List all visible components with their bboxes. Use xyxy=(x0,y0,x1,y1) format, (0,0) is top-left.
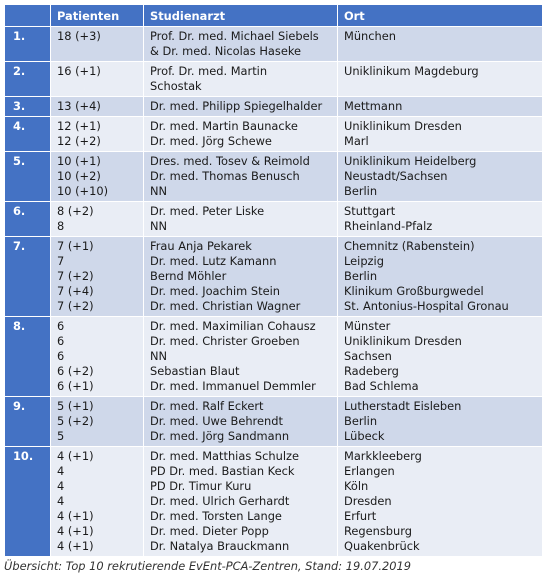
location-name: Erlangen xyxy=(344,464,395,478)
location-name: Dresden xyxy=(344,494,392,508)
rank-cell: 7. xyxy=(5,237,51,317)
doctor-name: Dr. med. Maximilian Cohausz xyxy=(150,319,316,333)
doctor-name: Dr. med. Joachim Stein xyxy=(150,284,280,298)
patient-count: 4 xyxy=(57,464,65,478)
location-name: Quakenbrück xyxy=(344,539,420,553)
location-name: Rheinland-Pfalz xyxy=(344,219,433,233)
patients-cell xyxy=(51,237,144,317)
doctor-name: Sebastian Blaut xyxy=(150,364,240,378)
location-cell xyxy=(338,237,543,317)
location-name: Mettmann xyxy=(344,99,403,113)
doctor-name: Frau Anja Pekarek xyxy=(150,239,252,253)
doctor-name: Dr. med. Philipp Spiegelhalder xyxy=(150,99,323,113)
location-name: Uniklinikum Dresden xyxy=(344,334,462,348)
location-name: Stuttgart xyxy=(344,204,396,218)
doctor-name: Dr. med. Martin Baunacke xyxy=(150,119,298,133)
doctor-name: NN xyxy=(150,184,168,198)
location-name: Uniklinikum Heidelberg xyxy=(344,154,477,168)
location-name: Uniklinikum Dresden xyxy=(344,119,462,133)
table-row xyxy=(5,27,543,62)
location-name: Uniklinikum Magdeburg xyxy=(344,64,479,78)
patient-count: 7 xyxy=(57,254,65,268)
location-name: Berlin xyxy=(344,269,378,283)
doctor-name: Bernd Möhler xyxy=(150,269,227,283)
table-row xyxy=(5,202,543,237)
doctor-cell xyxy=(144,62,338,97)
patients-cell xyxy=(51,62,144,97)
doctor-name: NN xyxy=(150,219,168,233)
patient-count: 7 (+4) xyxy=(57,284,94,298)
patients-cell xyxy=(51,317,144,397)
doctor-name: Dr. med. Matthias Schulze xyxy=(150,449,299,463)
header-rank xyxy=(5,5,51,27)
patient-count: 4 (+1) xyxy=(57,509,94,523)
doctor-cell xyxy=(144,27,338,62)
location-cell xyxy=(338,62,543,97)
doctor-name: & Dr. med. Nicolas Haseke xyxy=(150,44,302,58)
doctor-name: Dr. med. Christer Groeben xyxy=(150,334,300,348)
doctor-name: Dr. med. Uwe Behrendt xyxy=(150,414,283,428)
location-cell xyxy=(338,27,543,62)
doctor-name: Dr. Natalya Brauckmann xyxy=(150,539,290,553)
patients-cell xyxy=(51,397,144,447)
patient-count: 6 xyxy=(57,349,65,363)
location-name: Regensburg xyxy=(344,524,412,538)
location-name: Sachsen xyxy=(344,349,392,363)
location-name: Marl xyxy=(344,134,369,148)
patients-cell xyxy=(51,97,144,117)
patient-count: 8 (+2) xyxy=(57,204,94,218)
location-cell xyxy=(338,202,543,237)
patient-count: 6 (+2) xyxy=(57,364,94,378)
doctor-name: Dr. med. Jörg Schewe xyxy=(150,134,272,148)
patient-count: 4 (+1) xyxy=(57,524,94,538)
doctor-name: PD Dr. Timur Kuru xyxy=(150,479,252,493)
table-row xyxy=(5,152,543,202)
location-cell xyxy=(338,317,543,397)
patient-count: 6 (+1) xyxy=(57,379,94,393)
location-name: Neustadt/Sachsen xyxy=(344,169,448,183)
doctor-cell xyxy=(144,237,338,317)
patients-cell xyxy=(51,27,144,62)
patients-cell xyxy=(51,202,144,237)
doctor-cell xyxy=(144,117,338,152)
table-row xyxy=(5,97,543,117)
location-name: Chemnitz (Rabenstein) xyxy=(344,239,475,253)
table-row xyxy=(5,62,543,97)
doctor-name: Dr. med. Thomas Benusch xyxy=(150,169,300,183)
table-row xyxy=(5,317,543,397)
doctor-cell xyxy=(144,317,338,397)
patient-count: 5 (+2) xyxy=(57,414,94,428)
doctor-name: Prof. Dr. med. Michael Siebels xyxy=(150,29,319,43)
location-name: Berlin xyxy=(344,414,378,428)
rank-cell: 4. xyxy=(5,117,51,152)
doctor-cell xyxy=(144,152,338,202)
patient-count: 8 xyxy=(57,219,65,233)
patients-cell xyxy=(51,117,144,152)
patient-count: 13 (+4) xyxy=(57,99,101,113)
patient-count: 7 (+2) xyxy=(57,269,94,283)
doctor-cell xyxy=(144,97,338,117)
table-caption: Übersicht: Top 10 rekrutierende EvEnt-PCA-Zentren, Stand: 19.07.2019 xyxy=(4,559,411,573)
location-cell xyxy=(338,117,543,152)
patient-count: 10 (+10) xyxy=(57,184,109,198)
location-name: Klinikum Großburgwedel xyxy=(344,284,484,298)
location-name: Markkleeberg xyxy=(344,449,422,463)
location-cell xyxy=(338,447,543,557)
doctor-cell xyxy=(144,397,338,447)
patient-count: 7 (+1) xyxy=(57,239,94,253)
patient-count: 10 (+2) xyxy=(57,169,101,183)
location-name: Radeberg xyxy=(344,364,399,378)
header-doctor: Studienarzt xyxy=(144,5,338,27)
location-name: Münster xyxy=(344,319,391,333)
doctor-name: Dr. med. Lutz Kamann xyxy=(150,254,277,268)
recruitment-table xyxy=(4,4,543,557)
location-cell xyxy=(338,152,543,202)
doctor-name: Dr. med. Jörg Sandmann xyxy=(150,429,290,443)
location-name: Erfurt xyxy=(344,509,377,523)
patient-count: 5 xyxy=(57,429,65,443)
rank-cell: 2. xyxy=(5,62,51,97)
doctor-name: Dr. med. Immanuel Demmler xyxy=(150,379,316,393)
patients-cell xyxy=(51,152,144,202)
patient-count: 10 (+1) xyxy=(57,154,101,168)
doctor-name: Dr. med. Torsten Lange xyxy=(150,509,282,523)
patient-count: 16 (+1) xyxy=(57,64,101,78)
doctor-name: Prof. Dr. med. Martin xyxy=(150,64,268,78)
doctor-name: Dr. med. Christian Wagner xyxy=(150,299,301,313)
ranking-container xyxy=(4,4,542,573)
doctor-name: Schostak xyxy=(150,79,202,93)
rank-cell: 9. xyxy=(5,397,51,447)
doctor-name: Dr. med. Dieter Popp xyxy=(150,524,269,538)
table-header-row xyxy=(5,5,543,27)
doctor-name: Dr. med. Ralf Eckert xyxy=(150,399,264,413)
rank-cell: 6. xyxy=(5,202,51,237)
table-row xyxy=(5,237,543,317)
location-name: Lutherstadt Eisleben xyxy=(344,399,462,413)
doctor-name: Dr. med. Ulrich Gerhardt xyxy=(150,494,290,508)
doctor-cell xyxy=(144,447,338,557)
patients-cell xyxy=(51,447,144,557)
patient-count: 12 (+2) xyxy=(57,134,101,148)
rank-cell: 1. xyxy=(5,27,51,62)
location-name: St. Antonius-Hospital Gronau xyxy=(344,299,509,313)
doctor-cell xyxy=(144,202,338,237)
rank-cell: 8. xyxy=(5,317,51,397)
location-cell xyxy=(338,97,543,117)
doctor-name: NN xyxy=(150,349,168,363)
location-name: Bad Schlema xyxy=(344,379,419,393)
rank-cell: 3. xyxy=(5,97,51,117)
patient-count: 6 xyxy=(57,319,65,333)
rank-cell: 5. xyxy=(5,152,51,202)
patient-count: 4 (+1) xyxy=(57,449,94,463)
location-name: Berlin xyxy=(344,184,378,198)
location-cell xyxy=(338,397,543,447)
doctor-name: Dres. med. Tosev & Reimold xyxy=(150,154,310,168)
patient-count: 4 xyxy=(57,479,65,493)
rank-cell: 10. xyxy=(5,447,51,557)
patient-count: 12 (+1) xyxy=(57,119,101,133)
patient-count: 5 (+1) xyxy=(57,399,94,413)
doctor-name: Dr. med. Peter Liske xyxy=(150,204,265,218)
table-body xyxy=(5,27,543,557)
patient-count: 4 xyxy=(57,494,65,508)
location-name: Lübeck xyxy=(344,429,385,443)
location-name: Köln xyxy=(344,479,369,493)
table-row xyxy=(5,117,543,152)
table-row xyxy=(5,397,543,447)
table-row xyxy=(5,447,543,557)
patient-count: 18 (+3) xyxy=(57,29,101,43)
header-location: Ort xyxy=(338,5,543,27)
doctor-name: PD Dr. med. Bastian Keck xyxy=(150,464,295,478)
patient-count: 6 xyxy=(57,334,65,348)
header-patients: Patienten xyxy=(51,5,144,27)
location-name: Leipzig xyxy=(344,254,384,268)
patient-count: 4 (+1) xyxy=(57,539,94,553)
patient-count: 7 (+2) xyxy=(57,299,94,313)
location-name: München xyxy=(344,29,396,43)
